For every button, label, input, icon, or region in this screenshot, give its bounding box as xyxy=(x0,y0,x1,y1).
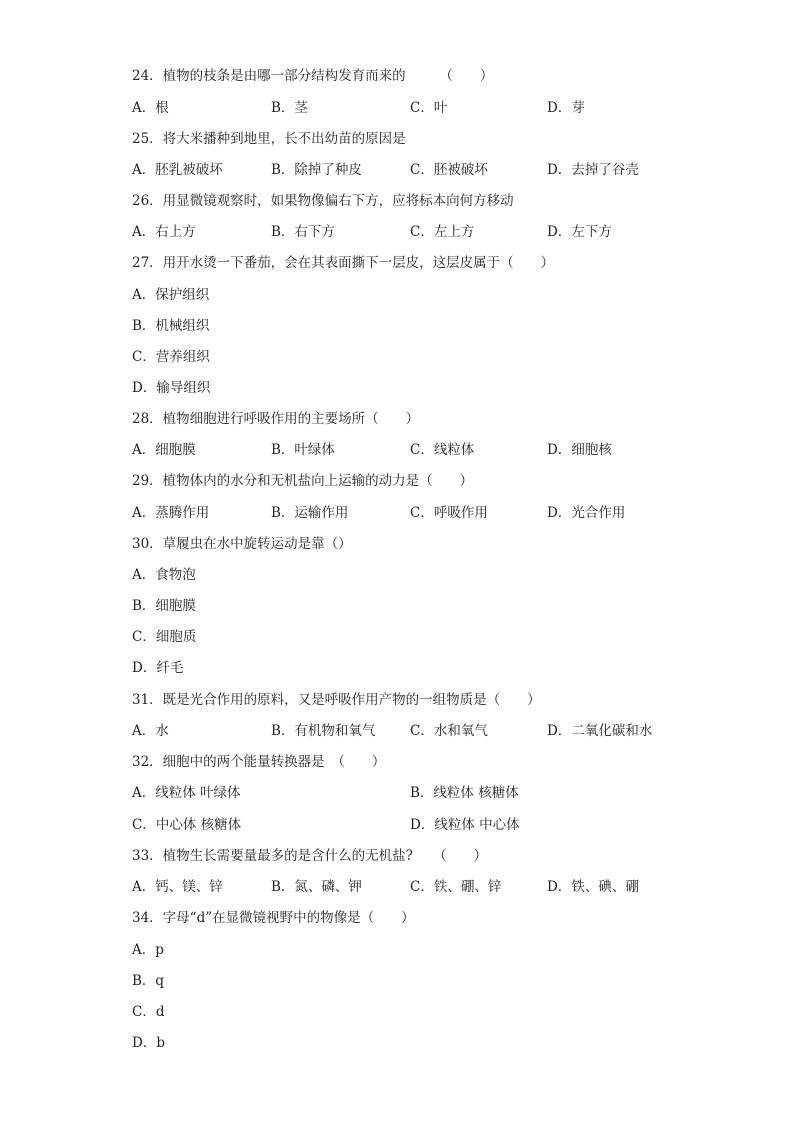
option-d: D．芽 xyxy=(547,100,585,116)
question-stem: 30．草履虫在水中旋转运动是靠（） xyxy=(132,536,352,552)
option-b: B．除掉了种皮 xyxy=(271,162,362,178)
option-b: B．线粒体 核糖体 xyxy=(410,785,519,801)
option-a: A．线粒体 叶绿体 xyxy=(132,785,241,801)
question-stem: 32．细胞中的两个能量转换器是 （ ） xyxy=(132,754,386,770)
option-b: B．细胞膜 xyxy=(132,598,196,614)
options-row xyxy=(132,160,692,180)
option-a: A．p xyxy=(132,942,164,958)
option-c: C．呼吸作用 xyxy=(410,505,488,521)
option-c: C．叶 xyxy=(410,100,448,116)
question-stem: 24．植物的枝条是由哪一部分结构发育而来的 （ ） xyxy=(132,68,494,84)
option-c: C．细胞质 xyxy=(132,629,197,645)
option-d: D．二氧化碳和水 xyxy=(547,723,653,739)
options-row xyxy=(132,877,692,897)
option-b: B．机械组织 xyxy=(132,318,210,334)
options-row xyxy=(132,721,692,741)
option-d: D．铁、碘、硼 xyxy=(547,879,639,895)
question-stem: 26．用显微镜观察时，如果物像偏右下方，应将标本向何方移动 xyxy=(132,193,514,209)
question-stem: 28．植物细胞进行呼吸作用的主要场所（ ） xyxy=(132,411,420,427)
option-b: B．茎 xyxy=(271,100,308,116)
option-c: C．铁、硼、锌 xyxy=(410,879,502,895)
option-c: C．d xyxy=(132,1004,165,1020)
option-b: B．叶绿体 xyxy=(271,442,335,458)
option-a: A．水 xyxy=(132,723,169,739)
question-stem: 27．用开水烫一下番茄，会在其表面撕下一层皮，这层皮属于（ ） xyxy=(132,255,555,271)
option-c: C．水和氧气 xyxy=(410,723,488,739)
option-b: B．有机物和氧气 xyxy=(271,723,376,739)
option-a: A．细胞膜 xyxy=(132,442,196,458)
option-c: C．中心体 核糖体 xyxy=(132,817,242,833)
option-b: B．运输作用 xyxy=(271,505,349,521)
option-b: B．氮、磷、钾 xyxy=(271,879,362,895)
option-d: D．b xyxy=(132,1035,165,1051)
option-c: C．胚被破坏 xyxy=(410,162,488,178)
option-a: A．食物泡 xyxy=(132,567,196,583)
options-row xyxy=(132,98,692,118)
option-d: D．左下方 xyxy=(547,224,612,240)
question-stem: 29．植物体内的水分和无机盐向上运输的动力是（ ） xyxy=(132,473,474,489)
option-d: D．光合作用 xyxy=(547,505,626,521)
option-d: D．去掉了谷壳 xyxy=(547,162,639,178)
option-b: B．右下方 xyxy=(271,224,335,240)
options-row xyxy=(132,503,692,523)
option-d: D．细胞核 xyxy=(547,442,612,458)
option-a: A．根 xyxy=(132,100,169,116)
question-stem: 33．植物生长需要量最多的是含什么的无机盐? （ ） xyxy=(132,848,488,864)
option-a: A．钙、镁、锌 xyxy=(132,879,223,895)
option-d: D．输导组织 xyxy=(132,380,211,396)
question-stem: 25．将大米播种到地里，长不出幼苗的原因是 xyxy=(132,131,406,147)
option-c: C．线粒体 xyxy=(410,442,475,458)
options-row xyxy=(132,440,692,460)
question-stem: 34．字母“d”在显微镜视野中的物像是（ ） xyxy=(132,910,415,926)
options-row xyxy=(132,783,692,803)
option-a: A．保护组织 xyxy=(132,287,210,303)
option-a: A．蒸腾作用 xyxy=(132,505,210,521)
option-d: D．线粒体 中心体 xyxy=(410,817,520,833)
options-row xyxy=(132,815,692,835)
option-a: A．右上方 xyxy=(132,224,196,240)
option-d: D．纤毛 xyxy=(132,660,184,676)
option-a: A．胚乳被破坏 xyxy=(132,162,223,178)
options-row xyxy=(132,222,692,242)
option-b: B．q xyxy=(132,973,165,989)
question-stem: 31．既是光合作用的原料，又是呼吸作用产物的一组物质是（ ） xyxy=(132,692,541,708)
option-c: C．营养组织 xyxy=(132,349,210,365)
option-c: C．左上方 xyxy=(410,224,475,240)
